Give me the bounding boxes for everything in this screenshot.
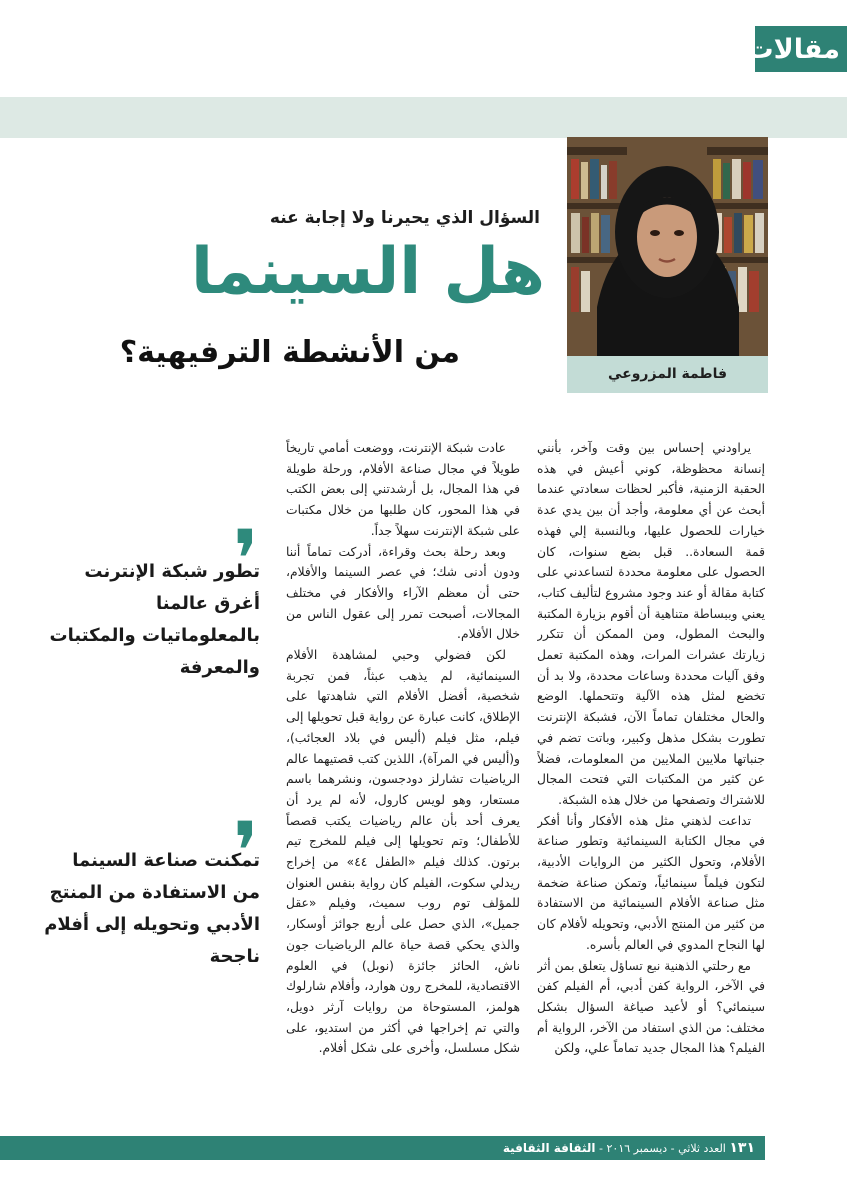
pull-quote: تمكنت صناعة السينما من الاستفادة من المنتج الأدبي وتحويله إلى أفلام ناجحة xyxy=(44,850,260,967)
footer-bar xyxy=(0,1136,765,1160)
author-caption xyxy=(567,356,768,393)
section-label: مقالات xyxy=(746,34,840,65)
author-photo xyxy=(567,137,768,356)
publication-name: الثقافة الثقافية xyxy=(502,1141,596,1155)
issue-date: العدد ثلاثي - ديسمبر ٢٠١٦ xyxy=(606,1142,726,1155)
paragraph: مع رحلتي الذهنية نبع تساؤل يتعلق بمن أثر في الآخر، الرواية كفن أدبي، أم الفيلم كفن سينمائي؟ أو لأعيد صياغة السؤال بشكل مختلف: من الذي استفاد من الآخر، الرواية أم الفيلم؟ هذا المجال جديد تماماً علي، ولكن xyxy=(537,958,765,1056)
headline-kicker: السؤال الذي يحيرنا ولا إجابة عنه xyxy=(269,208,540,228)
author-name: فاطمة المزروعي xyxy=(608,366,727,382)
paragraph: عادت شبكة الإنترنت، ووضعت أمامي تاريخاً طويلاً في مجال صناعة الأفلام، ورحلة طويلة في هذا المجال، بل أرشدتني إلى بعض الكتب في هذا المحور، كان طلبها من خلال مكتبات على شبكة الإنترنت سهلاً جداً. xyxy=(286,441,520,538)
footer-info: ١٣١ العدد ثلاثي - ديسمبر ٢٠١٦ - الثقافة الثقافية xyxy=(502,1140,755,1156)
pull-quote: تطور شبكة الإنترنت أغرق عالمنا بالمعلوماتيات والمكتبات والمعرفة xyxy=(49,561,260,678)
body-column-right xyxy=(537,438,765,1073)
body-column-middle xyxy=(286,438,520,1073)
paragraph: تداعت لذهني مثل هذه الأفكار وأنا أفكر في مجال الكتابة السينمائية وتطور صناعة الأفلام، وتحول الكثير من الروايات الأدبية، لتكون فيلماً سينمائياً، وتمكن صناعة ضخمة مثل صناعة الأفلام السينمائية من الاستفادة من كثير من المنتج الأدبي، وتحويله لأفلام كان لها النجاح المدوي في العالم بأسره. xyxy=(537,813,765,952)
paragraph: وبعد رحلة بحث وقراءة، أدركت تماماً أننا ودون أدنى شك؛ في عصر السينما والأفلام، حتى أن معظم الآراء والأفكار في مختلف المجالات، أصبحت تمرر إلى عقول الناس من خلال الأفلام. xyxy=(286,544,520,642)
page-number: ١٣١ xyxy=(729,1140,755,1156)
paragraph: لكن فضولي وحبي لمشاهدة الأفلام السينمائية، لم يذهب عبثاً، فمن تجربة شخصية، أفضل الأفلام التي شاهدتها على الإطلاق، كانت عبارة عن رواية قبل تحويلها إلى فيلم، مثل فيلم (أليس في بلاد العجائب)، و(أليس في المرآة)، اللذين كتب قصتيهما عالم الرياضيات تشارلز دودجسون، ونشرهما باسم مستعار، وهو لويس كارول، لأنه لم يرد أن يعرف أحد بأن عالم رياضيات يكتب قصصاً للأطفال؛ وتم تحويلها إلى فيلم للمخرج تيم برتون. كذلك فيلم «الطفل ٤٤» من إخراج ريدلي سكوت، الفيلم كان رواية بنفس العنوان للمؤلف توم روب سميث، وفيلم «عقل جميل»، الذي حصل على أربع جوائز أوسكار، والذي يحكي قصة حياة عالم الرياضيات جون ناش، الحائز جائزة (نوبل) في العلوم الاقتصادية، للمخرج رون هوارد، وأفلام شارلوك هولمز، المستوحاة من روايات آرثر دويل، والتي تم إخراجها في أكثر من استديو، على شكل مسلسل، وأخرى على شكل أفلام. xyxy=(286,648,520,1056)
quote-mark-icon: ❜ xyxy=(233,805,259,898)
paragraph: يراودني إحساس بين وقت وآخر، بأنني إنسانة محظوظة، كوني أعيش في هذه الحقبة الزمنية، فأكبر لحظات سعادتي عندما أبحث عن أي معلومة، وأجد أن بين يدي عدة خيارات للحصول عليها، وبالنسبة إلي فهذه قمة السعادة.. قبل بضع سنوات، كان الحصول على معلومة محددة لتساعدني على كتابة مقالة أو عند وجود مشروع لتأليف كتاب، يعني وببساطة متناهية أن أقوم بزيارة المكتبة والبحث المطول، ومن الممكن أن تتكرر زيارتك عشرات المرات، وهذه المكتبة تعمل وفق آليات محددة وساعات محددة، ولا بد أن تخضع لمثل هذه الآلية وتتحملها. الوضع والحال مختلفان تماماً الآن، فشبكة الإنترنت تطورت بشكل مذهل وكبير، وباتت تضم في جنباتها ملايين الملايين من المعلومات، فضلاً عن كثير من المكتبات التي فتحت المجال للاشتراك وتصفحها من خلال هذه الشبكة. xyxy=(537,441,765,807)
title-band xyxy=(0,97,847,138)
headline-subtitle: من الأنشطة الترفيهية؟ xyxy=(119,335,460,370)
headline-title: هل السينما xyxy=(190,235,545,309)
quote-mark-icon: ❜ xyxy=(233,513,259,606)
